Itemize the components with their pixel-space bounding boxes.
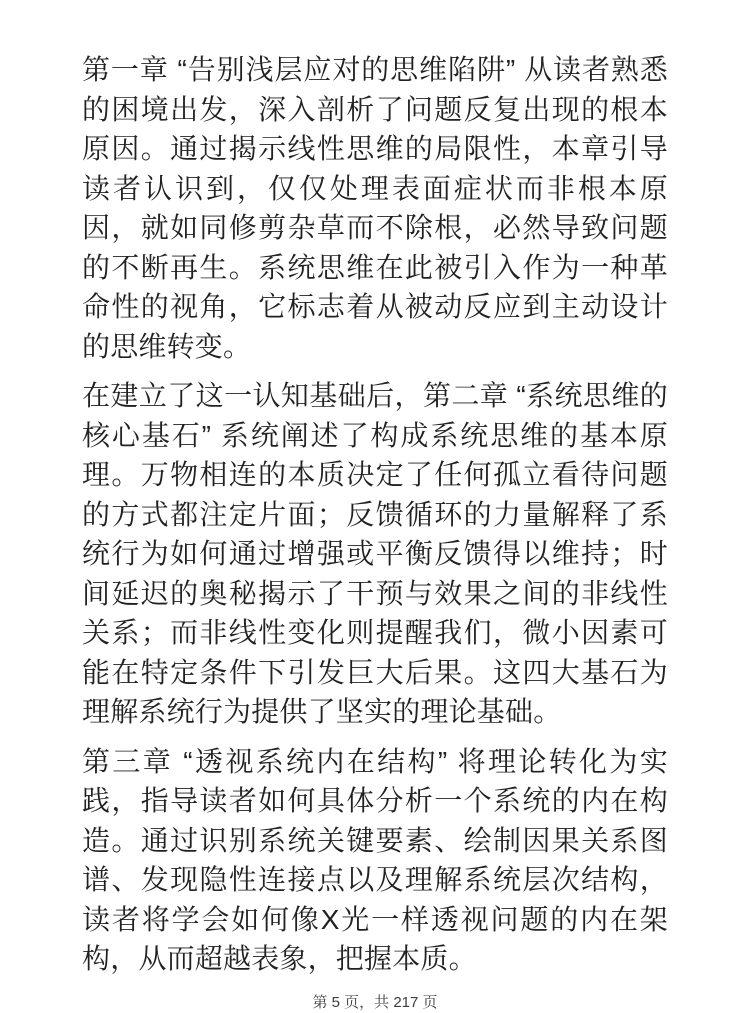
page-number-footer: 第 5 页，共 217 页 bbox=[312, 993, 438, 1011]
paragraph-chapter-2-summary: 在建立了这一认知基础后，第二章 “系统思维的核心基石” 系统阐述了构成系统思维的基本原理。万物相连的本质决定了任何孤立看待问题的方式都注定片面；反馈循环的力量解释了系统行为如何通过增强或平衡反馈得以维持；时间延迟的奥秘揭示了干预与效果之间的非线性关系；而非线性变化则提醒我们，微小因素可能在特定条件下引发巨大后果。这四大基石为理解系统行为提供了坚实的理论基础。 bbox=[82, 380, 668, 727]
paragraph-chapter-1-summary: 第一章 “告别浅层应对的思维陷阱” 从读者熟悉的困境出发，深入剖析了问题反复出现的根本原因。通过揭示线性思维的局限性，本章引导读者认识到，仅仅处理表面症状而非根本原因，就如同修剪杂草而不除根，必然导致问题的不断再生。系统思维在此被引入作为一种革命性的视角，它标志着从被动反应到主动设计的思维转变。 bbox=[82, 54, 668, 362]
paragraph-chapter-3-summary: 第三章 “透视系统内在结构” 将理论转化为实践，指导读者如何具体分析一个系统的内在构造。通过识别系统关键要素、绘制因果关系图谱、发现隐性连接点以及理解系统层次结构，读者将学会如何像X光一样透视问题的内在架构，从而超越表象，把握本质。 bbox=[82, 745, 668, 974]
page-content bbox=[82, 50, 668, 989]
